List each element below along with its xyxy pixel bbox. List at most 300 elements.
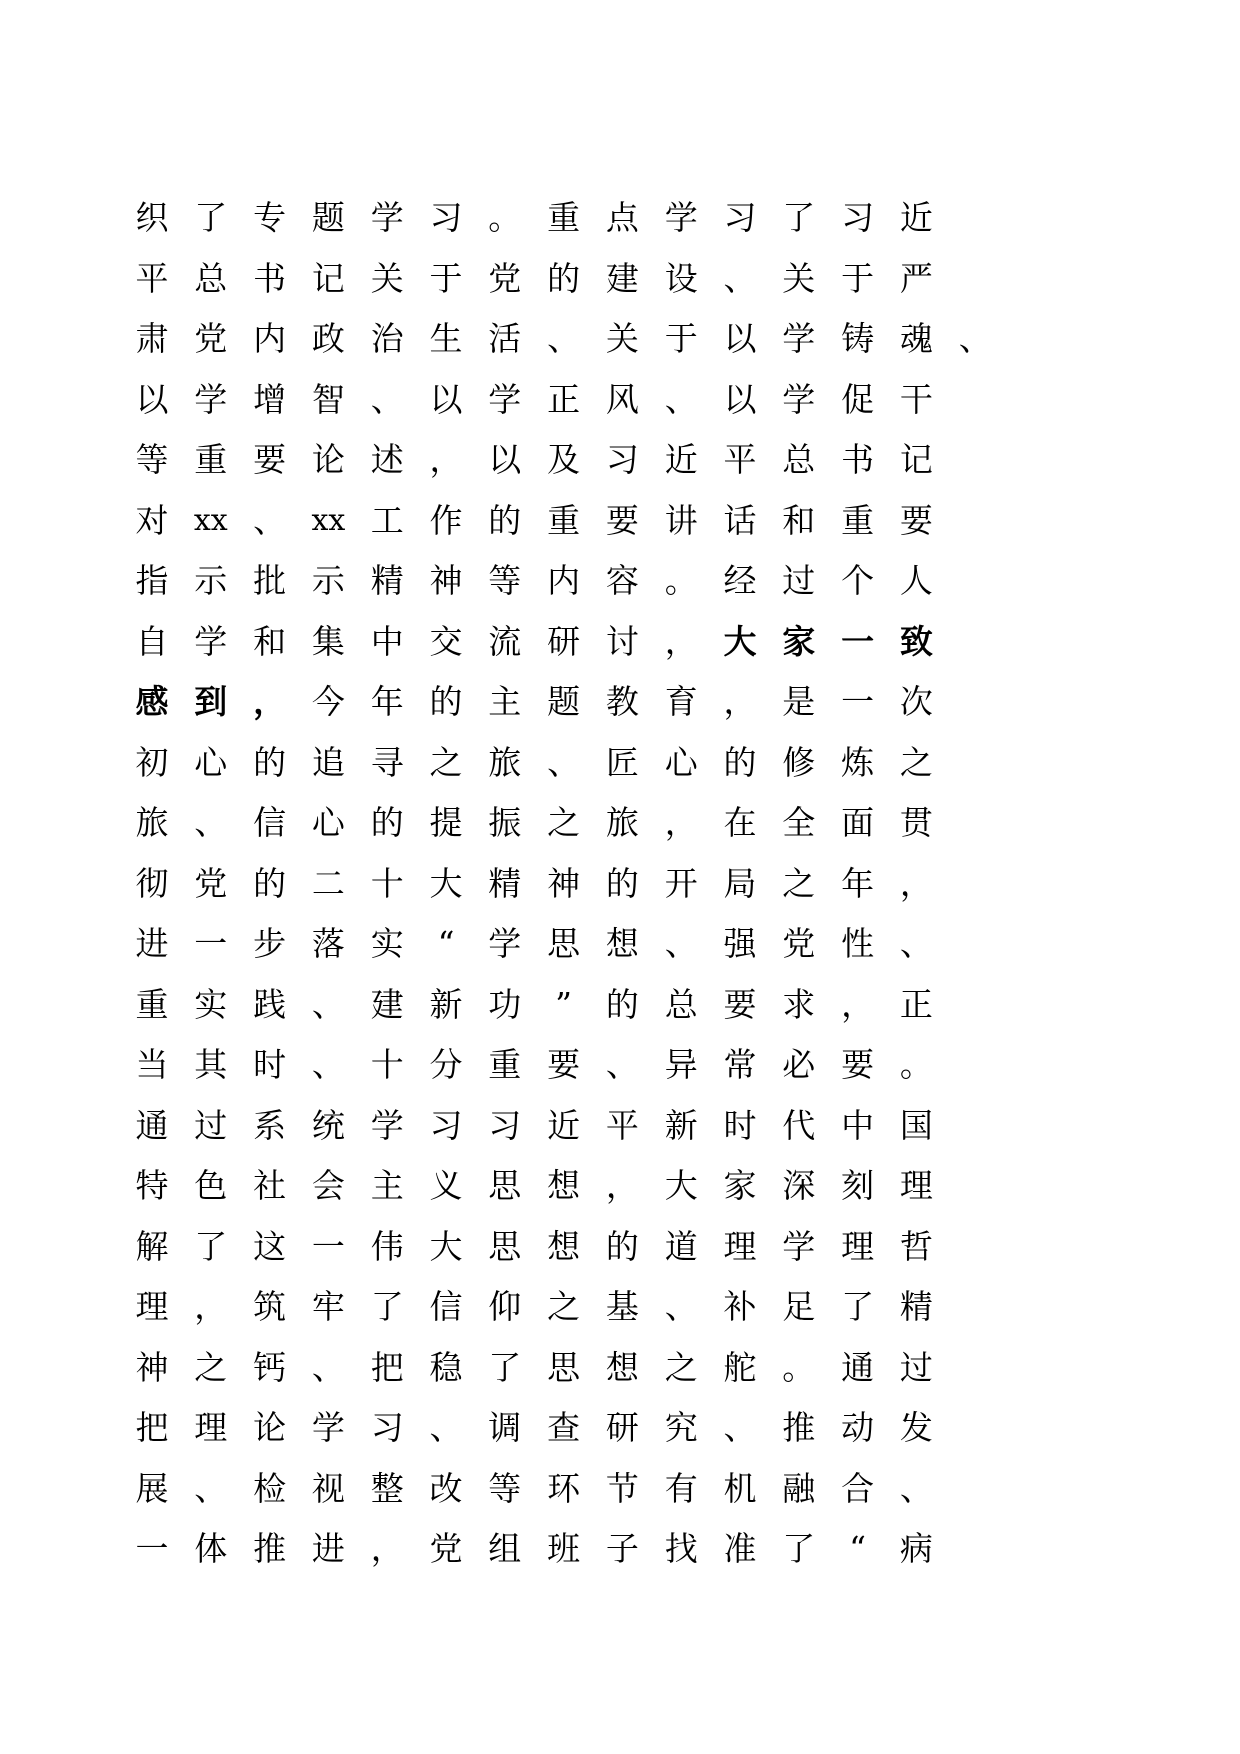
text-char: 增 [253, 379, 287, 419]
text-char: 钙 [253, 1347, 287, 1387]
text-char: 环 [547, 1468, 581, 1508]
text-char: 今 [311, 682, 345, 721]
text-char: 建 [605, 258, 639, 298]
text-char: 党 [782, 924, 816, 963]
text-char: 平 [723, 440, 757, 479]
text-char: 动 [841, 1408, 875, 1447]
text-line [135, 612, 1092, 673]
text-char: 义 [429, 1166, 463, 1205]
text-char: 通 [841, 1347, 875, 1387]
text-char: 十 [370, 1045, 404, 1084]
text-char: 促 [841, 379, 875, 419]
text-char: 了 [782, 1529, 816, 1568]
text-char: 党 [429, 1529, 463, 1568]
text-char: 学 [664, 198, 698, 237]
text-char: 思 [488, 1226, 522, 1266]
text-char: 刻 [841, 1166, 875, 1205]
text-char: 一 [135, 1529, 169, 1568]
text-char: 统 [311, 1105, 345, 1145]
text-char: 专 [253, 198, 287, 237]
text-char: 要 [253, 440, 287, 479]
text-line [135, 672, 1092, 733]
text-char: 记 [899, 440, 933, 479]
text-char: 在 [723, 803, 757, 842]
text-line [135, 1096, 1092, 1157]
text-char: 异 [664, 1045, 698, 1084]
text-char: 病 [899, 1529, 933, 1568]
text-char: 以 [723, 319, 757, 358]
text-char: 家 [723, 1166, 757, 1205]
text-char: 之 [782, 863, 816, 903]
text-char: 稳 [429, 1347, 463, 1387]
text-char: 干 [899, 379, 933, 419]
text-char: 旅 [605, 803, 639, 842]
text-char: 关 [782, 258, 816, 298]
text-line [135, 854, 1092, 915]
text-char: 通 [135, 1105, 169, 1145]
text-char: 关 [605, 319, 639, 358]
text-char: 题 [547, 682, 581, 721]
text-char: ， [723, 682, 757, 721]
text-char: 铸 [841, 319, 875, 358]
text-char: 旅 [488, 742, 522, 782]
text-char: 机 [723, 1468, 757, 1508]
text-char: 研 [605, 1408, 639, 1447]
text-char: 理 [841, 1226, 875, 1266]
text-char: 总 [782, 440, 816, 479]
text-char: 想 [547, 1226, 581, 1266]
text-char: 体 [194, 1529, 228, 1568]
text-char: 党 [488, 258, 522, 298]
text-char: 、 [547, 319, 581, 358]
text-char: 。 [664, 561, 698, 600]
text-line [135, 430, 1092, 491]
text-char: 论 [311, 440, 345, 479]
text-char: 生 [429, 319, 463, 358]
text-char: 推 [253, 1529, 287, 1568]
text-char: 的 [370, 803, 404, 842]
text-char: 、 [429, 1408, 463, 1447]
text-char: 等 [488, 1468, 522, 1508]
text-char: 作 [429, 500, 463, 540]
text-char: 题 [311, 198, 345, 237]
text-char: 经 [723, 561, 757, 600]
text-char: 会 [311, 1166, 345, 1205]
text-char: 学 [311, 1408, 345, 1447]
text-char: 平 [605, 1105, 639, 1145]
text-char: 信 [253, 803, 287, 842]
text-char: 伟 [370, 1226, 404, 1266]
text-char: 面 [841, 803, 875, 842]
text-char: 究 [664, 1408, 698, 1447]
text-char: 常 [723, 1045, 757, 1084]
text-char: 发 [899, 1408, 933, 1447]
text-char: 把 [135, 1408, 169, 1447]
text-char: 调 [488, 1408, 522, 1447]
text-char: 习 [429, 1105, 463, 1145]
text-char: 想 [547, 1166, 581, 1205]
text-char: 讨 [605, 621, 639, 661]
text-char: 节 [605, 1468, 639, 1508]
text-char: 理 [135, 1287, 169, 1326]
text-char: 、 [547, 742, 581, 782]
text-char: 神 [135, 1347, 169, 1387]
text-char: 实 [370, 924, 404, 963]
text-char: 局 [723, 863, 757, 903]
text-char: 当 [135, 1045, 169, 1084]
text-char: 视 [311, 1468, 345, 1508]
text-line [135, 491, 1092, 552]
text-char: 、 [899, 924, 933, 963]
text-char: 学 [782, 1226, 816, 1266]
text-char: ， [605, 1166, 639, 1205]
text-char: 要 [723, 984, 757, 1024]
text-char: 近 [664, 440, 698, 479]
text-char: 、 [664, 379, 698, 419]
text-char: 以 [429, 379, 463, 419]
text-char: 时 [723, 1105, 757, 1145]
text-char: 的 [723, 742, 757, 782]
text-char: xx [311, 502, 346, 538]
text-char: 示 [311, 561, 345, 600]
text-char: 组 [488, 1529, 522, 1568]
text-line [135, 733, 1092, 794]
text-char: 。 [488, 198, 522, 237]
text-char: 一 [311, 1226, 345, 1266]
text-char: ， [429, 440, 463, 479]
text-char: ， [664, 803, 698, 842]
text-char: 了 [841, 1287, 875, 1326]
text-char: 追 [311, 742, 345, 782]
text-char: 以 [135, 379, 169, 419]
text-char: 全 [782, 803, 816, 842]
text-char: 时 [253, 1045, 287, 1084]
text-char: 、 [723, 258, 757, 298]
text-char: 、 [370, 379, 404, 419]
text-char: 推 [782, 1408, 816, 1447]
text-char: 展 [135, 1468, 169, 1508]
body-text [135, 188, 1092, 1580]
text-char: 魂 [899, 319, 933, 358]
text-char: 对 [135, 500, 169, 540]
text-char: 之 [547, 1287, 581, 1326]
text-char: 精 [488, 863, 522, 903]
text-char: ， [899, 863, 933, 903]
text-char: 近 [899, 198, 933, 237]
text-char: 班 [547, 1529, 581, 1568]
text-char: 了 [194, 1226, 228, 1266]
text-char: 牢 [311, 1287, 345, 1326]
text-char: 分 [429, 1045, 463, 1084]
text-char: 提 [429, 803, 463, 842]
text-char: 要 [899, 500, 933, 540]
text-char: 教 [605, 682, 639, 721]
text-char: 家 [782, 621, 816, 661]
text-char: 神 [547, 863, 581, 903]
text-char: 特 [135, 1166, 169, 1205]
text-char: 以 [723, 379, 757, 419]
text-char: 容 [605, 561, 639, 600]
text-char: 神 [429, 561, 463, 600]
text-char: 智 [311, 379, 345, 419]
text-char: 学 [194, 379, 228, 419]
text-char: 振 [488, 803, 522, 842]
text-char: 的 [547, 258, 581, 298]
text-char: 述 [370, 440, 404, 479]
text-char: 研 [547, 621, 581, 661]
text-char: 把 [370, 1347, 404, 1387]
text-char: 之 [429, 742, 463, 782]
text-char: 一 [841, 621, 875, 661]
text-char: 等 [488, 561, 522, 600]
text-char: 习 [370, 1408, 404, 1447]
text-line [135, 370, 1092, 431]
text-char: 正 [899, 984, 933, 1024]
text-char: 性 [841, 924, 875, 963]
text-char: 年 [841, 863, 875, 903]
text-char: 和 [782, 500, 816, 540]
text-char: 要 [547, 1045, 581, 1084]
text-char: 查 [547, 1408, 581, 1447]
text-char: 步 [253, 924, 287, 963]
text-char: 进 [311, 1529, 345, 1568]
text-char: 基 [605, 1287, 639, 1326]
text-char: 筑 [253, 1287, 287, 1326]
text-char: 人 [899, 561, 933, 600]
text-char: 之 [664, 1347, 698, 1387]
text-char: 次 [899, 682, 933, 721]
text-char: 哲 [899, 1226, 933, 1266]
text-char: 其 [194, 1045, 228, 1084]
text-char: 、 [194, 1468, 228, 1508]
text-char: 找 [664, 1529, 698, 1568]
text-char: 学 [488, 379, 522, 419]
text-char: 想 [605, 924, 639, 963]
text-char: 学 [488, 924, 522, 963]
text-char: 织 [135, 198, 169, 237]
text-char: 精 [899, 1287, 933, 1326]
text-char: 想 [605, 1347, 639, 1387]
text-char: 习 [605, 440, 639, 479]
text-char: 准 [723, 1529, 757, 1568]
text-char: 十 [370, 863, 404, 903]
text-char: 。 [782, 1347, 816, 1387]
text-char: 平 [135, 258, 169, 298]
text-char: 贯 [899, 803, 933, 842]
text-char: 这 [253, 1226, 287, 1266]
text-char: 学 [782, 379, 816, 419]
text-line [135, 1519, 1092, 1580]
text-char: 、 [311, 984, 345, 1024]
text-char: 大 [723, 621, 757, 661]
text-char: 主 [488, 682, 522, 721]
text-char: 初 [135, 742, 169, 782]
text-char: 思 [488, 1166, 522, 1205]
text-char: 之 [194, 1347, 228, 1387]
text-char: 新 [429, 984, 463, 1024]
text-char: 心 [194, 742, 228, 782]
text-char: 心 [311, 803, 345, 842]
text-line [135, 1459, 1092, 1520]
text-char: “ [437, 924, 455, 963]
text-char: 、 [664, 924, 698, 963]
text-char: 一 [841, 682, 875, 721]
text-char: 党 [194, 319, 228, 358]
text-char: 、 [194, 803, 228, 842]
text-char: 融 [782, 1468, 816, 1508]
text-char: 功 [488, 984, 522, 1024]
text-char: 治 [370, 319, 404, 358]
text-char: 的 [253, 742, 287, 782]
text-char: ， [253, 682, 287, 721]
text-char: 政 [311, 319, 345, 358]
text-char: 要 [841, 1045, 875, 1084]
text-char: 强 [723, 924, 757, 963]
text-char: 子 [605, 1529, 639, 1568]
text-char: 中 [370, 621, 404, 661]
text-char: 代 [782, 1105, 816, 1145]
text-char: 以 [488, 440, 522, 479]
text-char: 活 [488, 319, 522, 358]
text-char: 过 [782, 561, 816, 600]
text-char: 肃 [135, 319, 169, 358]
text-char: 示 [194, 561, 228, 600]
text-char: 、 [253, 500, 287, 540]
text-line [135, 1277, 1092, 1338]
text-char: 、 [311, 1045, 345, 1084]
text-char: 了 [194, 198, 228, 237]
text-char: 记 [311, 258, 345, 298]
text-char: 一 [194, 924, 228, 963]
text-char: 思 [547, 924, 581, 963]
text-char: 重 [488, 1045, 522, 1084]
text-char: 论 [253, 1408, 287, 1447]
text-char: 寻 [370, 742, 404, 782]
text-line [135, 551, 1092, 612]
text-char: 重 [547, 500, 581, 540]
text-char: 的 [605, 1226, 639, 1266]
text-char: 了 [782, 198, 816, 237]
text-char: 总 [664, 984, 698, 1024]
text-char: ” [555, 984, 573, 1024]
text-char: 关 [370, 258, 404, 298]
text-char: 集 [311, 621, 345, 661]
text-char: 中 [841, 1105, 875, 1145]
text-char: 到 [194, 682, 228, 721]
text-char: ， [841, 984, 875, 1024]
text-char: 习 [723, 198, 757, 237]
text-char: 道 [664, 1226, 698, 1266]
text-char: 整 [370, 1468, 404, 1508]
text-char: 补 [723, 1287, 757, 1326]
text-char: 讲 [664, 500, 698, 540]
text-char: 仰 [488, 1287, 522, 1326]
text-char: 要 [605, 500, 639, 540]
text-char: 检 [253, 1468, 287, 1508]
text-char: 旅 [135, 803, 169, 842]
text-char: 致 [899, 621, 933, 661]
text-line [135, 188, 1092, 249]
text-char: 、 [311, 1347, 345, 1387]
text-char: 年 [370, 682, 404, 721]
text-char: 、 [958, 319, 992, 358]
text-char: 于 [429, 258, 463, 298]
text-line [135, 309, 1092, 370]
text-char: 的 [253, 863, 287, 903]
text-char: 流 [488, 621, 522, 661]
text-char: 践 [253, 984, 287, 1024]
text-line [135, 1338, 1092, 1399]
text-char: 求 [782, 984, 816, 1024]
text-char: 修 [782, 742, 816, 782]
text-char: 舵 [723, 1347, 757, 1387]
text-char: 国 [899, 1105, 933, 1145]
text-char: 总 [194, 258, 228, 298]
text-char: 设 [664, 258, 698, 298]
text-char: 批 [253, 561, 287, 600]
text-char: 的 [605, 863, 639, 903]
text-line [135, 1035, 1092, 1096]
text-char: 等 [135, 440, 169, 479]
text-char: 、 [664, 1287, 698, 1326]
text-char: 习 [841, 198, 875, 237]
text-char: 大 [429, 863, 463, 903]
text-char: 。 [899, 1045, 933, 1084]
text-char: 于 [664, 319, 698, 358]
text-char: 点 [605, 198, 639, 237]
text-char: ， [194, 1287, 228, 1326]
text-line [135, 1398, 1092, 1459]
text-char: 大 [664, 1166, 698, 1205]
text-line [135, 793, 1092, 854]
text-char: 深 [782, 1166, 816, 1205]
text-char: 新 [664, 1105, 698, 1145]
text-char: 理 [194, 1408, 228, 1447]
text-char: 习 [429, 198, 463, 237]
text-char: 及 [547, 440, 581, 479]
text-line [135, 1156, 1092, 1217]
text-char: 的 [429, 682, 463, 721]
text-char: ， [370, 1529, 404, 1568]
text-char: 书 [841, 440, 875, 479]
text-char: 二 [311, 863, 345, 903]
text-char: 色 [194, 1166, 228, 1205]
text-char: 话 [723, 500, 757, 540]
text-char: 学 [370, 1105, 404, 1145]
text-char: 学 [370, 198, 404, 237]
text-char: 实 [194, 984, 228, 1024]
text-char: 主 [370, 1166, 404, 1205]
text-char: 正 [547, 379, 581, 419]
text-char: 重 [135, 984, 169, 1024]
text-char: 习 [488, 1105, 522, 1145]
text-char: 改 [429, 1468, 463, 1508]
text-char: 心 [664, 742, 698, 782]
text-char: 风 [605, 379, 639, 419]
text-char: 近 [547, 1105, 581, 1145]
text-char: 重 [841, 500, 875, 540]
text-char: 合 [841, 1468, 875, 1508]
text-char: 大 [429, 1226, 463, 1266]
text-char: 的 [488, 500, 522, 540]
text-char: 信 [429, 1287, 463, 1326]
text-char: 学 [782, 319, 816, 358]
text-char: 之 [547, 803, 581, 842]
text-char: 了 [488, 1347, 522, 1387]
text-char: 重 [547, 198, 581, 237]
text-char: 内 [253, 319, 287, 358]
text-line [135, 914, 1092, 975]
